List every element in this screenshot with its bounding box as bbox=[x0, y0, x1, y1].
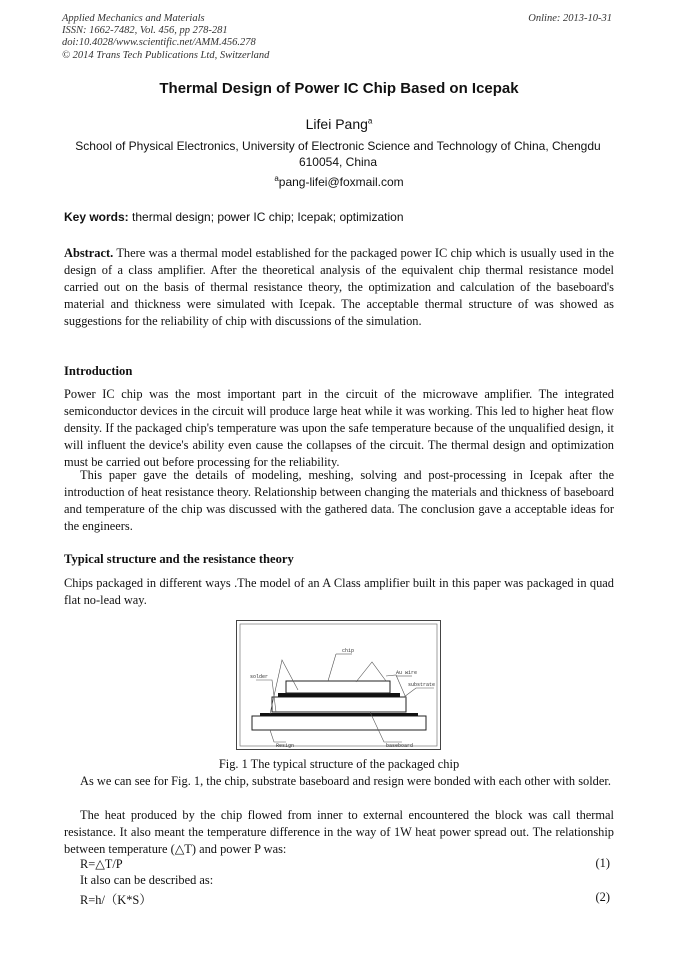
issn: ISSN: 1662-7482, Vol. 456, pp 278-281 bbox=[62, 25, 228, 37]
resign-layer bbox=[252, 716, 426, 730]
email bbox=[0, 174, 678, 189]
copyright: © 2014 Trans Tech Publications Ltd, Switzerland bbox=[62, 49, 270, 61]
equation-1-expr: R=△T/P bbox=[80, 857, 123, 871]
label-substrate: substrate bbox=[408, 682, 436, 688]
equation-2-expr: R=h/（K*S） bbox=[80, 893, 152, 907]
intro-p1: Power IC chip was the most important part in the circuit of the microwave amplifier. The integrated semiconductor devices in the circuit will produce large heat while it was working. This led to higher heat flow density. If the packaged chip's temperature was upon the safe temperature because of the unqualified design, it will influent the device's ability even cause the collapses of the circuit. The thermal design and optimization must be carried out before processing for the reliability. bbox=[64, 387, 614, 469]
bottom-solder bbox=[260, 713, 418, 716]
affiliation: School of Physical Electronics, University of Electronic Science and Technology of China, Chengdu 610054, China bbox=[75, 139, 601, 169]
author bbox=[0, 116, 678, 132]
after-fig-p2: The heat produced by the chip flowed from inner to external encountered the block was call thermal resistance. It also meant the temperature difference in the way of 1W heat power spread out. The relationship between temperature (△T) and power P was: bbox=[64, 808, 614, 856]
equation-1 bbox=[80, 856, 610, 872]
journal-header bbox=[62, 13, 269, 62]
figure-caption: Fig. 1 The typical structure of the packaged chip bbox=[218, 757, 460, 771]
email-address: pang-lifei@foxmail.com bbox=[278, 175, 404, 189]
chip-layer bbox=[286, 681, 390, 693]
label-au-wire: Au wire bbox=[396, 670, 418, 676]
doi: doi:10.4028/www.scientific.net/AMM.456.278 bbox=[62, 37, 256, 49]
keywords-text: thermal design; power IC chip; Icepak; optimization bbox=[128, 210, 404, 224]
abstract bbox=[64, 245, 614, 330]
journal-name: Applied Mechanics and Materials bbox=[62, 13, 205, 24]
baseboard-layer bbox=[272, 697, 406, 712]
equation-text-expr: It also can be described as: bbox=[80, 873, 214, 887]
abstract-label: Abstract. bbox=[64, 246, 114, 260]
email-sup: a bbox=[274, 174, 279, 183]
equation-1-number: (1) bbox=[595, 856, 610, 870]
intro-p2: This paper gave the details of modeling, meshing, solving and post-processing in Icepak after the introduction of heat resistance theory. Relationship between changing the materials and thickness of baseboard and temperature of the chip was discussed with the gathered data. The conclusion gave a acceptable ideas for the engineers. bbox=[64, 468, 614, 533]
label-resign: Resign bbox=[276, 743, 295, 749]
after-fig-p1: As we can see for Fig. 1, the chip, substrate baseboard and resign were bonded with each other with solder. bbox=[80, 774, 611, 788]
equation-2-number: (2) bbox=[595, 890, 610, 904]
label-solder: solder bbox=[250, 674, 269, 680]
label-baseboard: baseboard bbox=[386, 743, 414, 749]
section2-p1: Chips packaged in different ways .The model of an A Class amplifier built in this paper was packaged in quad flat no-lead way. bbox=[64, 576, 614, 607]
keywords-label: Key words: bbox=[64, 210, 129, 224]
intro-heading: Introduction bbox=[64, 364, 133, 378]
equation-2 bbox=[80, 890, 610, 908]
author-sup: a bbox=[367, 116, 373, 126]
middle-solder bbox=[278, 693, 400, 697]
keywords bbox=[64, 210, 404, 224]
online-date: Online: 2013-10-31 bbox=[528, 13, 612, 24]
label-chip: chip bbox=[342, 648, 355, 654]
paper-title: Thermal Design of Power IC Chip Based on Icepak bbox=[159, 80, 519, 97]
abstract-text: There was a thermal model established for the packaged power IC chip which is usually used in the design of a class amplifier. After the theoretical analysis of the equivalent chip thermal resistance model carried out on the basis of thermal resistance theory, the optimization and calculation of the baseboard's material and thickness were simulated with Icepak. The acceptable thermal structure of was showed as suggestions for the reliability of chip with discussions of the simulation. bbox=[64, 246, 614, 328]
package-structure-figure bbox=[236, 620, 441, 750]
section2-heading: Typical structure and the resistance theory bbox=[64, 552, 294, 566]
author-name: Lifei Pang bbox=[305, 116, 368, 132]
equation-text bbox=[80, 873, 610, 888]
